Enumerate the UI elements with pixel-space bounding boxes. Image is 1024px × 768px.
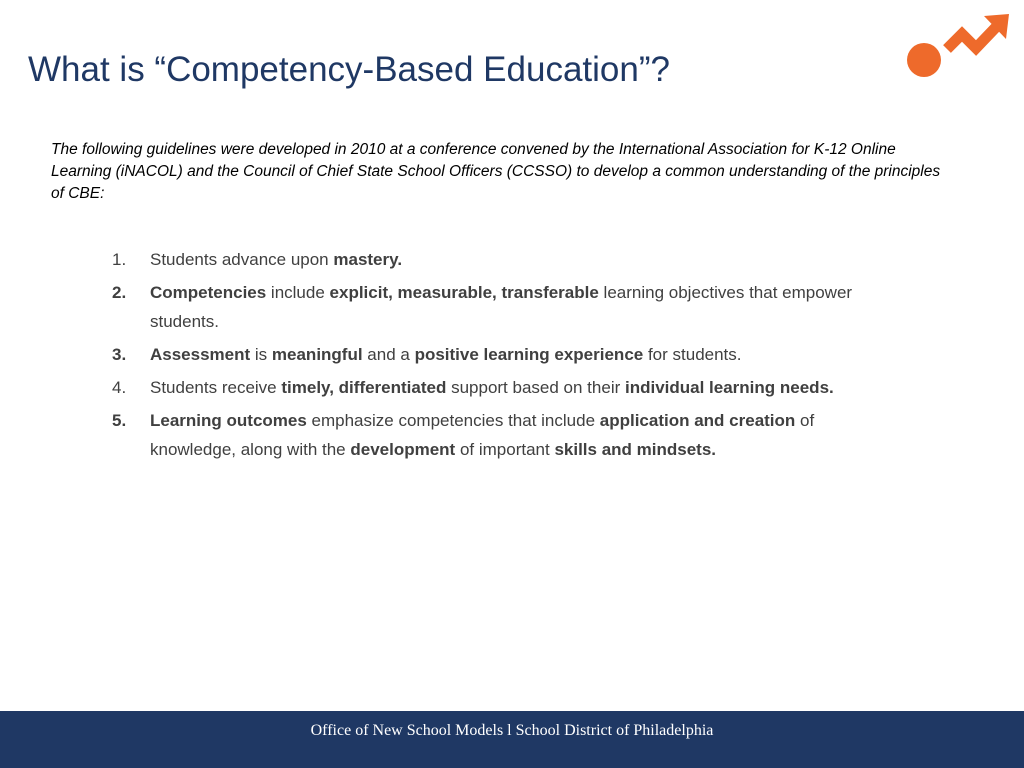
principle-text: and a bbox=[362, 345, 415, 364]
principle-item bbox=[100, 245, 900, 274]
principle-emphasis-text: positive learning experience bbox=[414, 345, 644, 364]
principle-text: learning objectives that empower students. bbox=[150, 283, 853, 331]
footer-text: Office of New School Models l School District of Philadelphia bbox=[310, 722, 714, 739]
principle-text: Students advance upon bbox=[150, 250, 334, 269]
principle-number: 4. bbox=[112, 378, 127, 397]
principle-emphasis-text: development bbox=[350, 440, 456, 459]
footer-bar bbox=[0, 711, 1024, 768]
principle-emphasis-text: skills and mindsets. bbox=[554, 440, 716, 459]
principle-item bbox=[100, 278, 900, 336]
principle-text: for students. bbox=[643, 345, 742, 364]
principle-number: 1. bbox=[112, 250, 127, 269]
principle-emphasis-text: Competencies bbox=[150, 283, 267, 302]
principle-emphasis-text: individual learning needs. bbox=[624, 378, 834, 397]
principle-item bbox=[100, 340, 900, 369]
principle-text: support based on their bbox=[446, 378, 625, 397]
principles-list bbox=[100, 245, 900, 468]
principle-text: of important bbox=[455, 440, 555, 459]
principle-text: is bbox=[250, 345, 272, 364]
principle-emphasis-text: meaningful bbox=[271, 345, 363, 364]
principle-number: 5. bbox=[112, 411, 127, 430]
principle-text: emphasize competencies that include bbox=[306, 411, 600, 430]
intro-paragraph: The following guidelines were developed in 2010 at a conference convened by the International Association for K-12 Online Learning (iNACOL) and the Council of Chief State School Officers (CCSSO) to develop a common understanding of the principles of CBE: bbox=[51, 141, 941, 202]
principle-emphasis-text: application and creation bbox=[599, 411, 796, 430]
orange-dot-rising-arrow-logo-icon bbox=[905, 12, 1009, 80]
principle-emphasis-text: mastery. bbox=[333, 250, 403, 269]
principle-emphasis-text: timely, differentiated bbox=[281, 378, 447, 397]
principle-item bbox=[100, 373, 900, 402]
slide-title: What is “Competency-Based Education”? bbox=[28, 50, 670, 89]
principle-emphasis-text: Assessment bbox=[150, 345, 251, 364]
principle-text: Students receive bbox=[150, 378, 282, 397]
principle-item bbox=[100, 406, 900, 464]
principle-emphasis-text: explicit, measurable, transferable bbox=[329, 283, 599, 302]
principle-number: 2. bbox=[112, 283, 127, 302]
principle-number: 3. bbox=[112, 345, 127, 364]
principle-text: of knowledge, along with the bbox=[150, 411, 815, 459]
principle-emphasis-text: Learning outcomes bbox=[150, 411, 307, 430]
principle-text: include bbox=[266, 283, 330, 302]
